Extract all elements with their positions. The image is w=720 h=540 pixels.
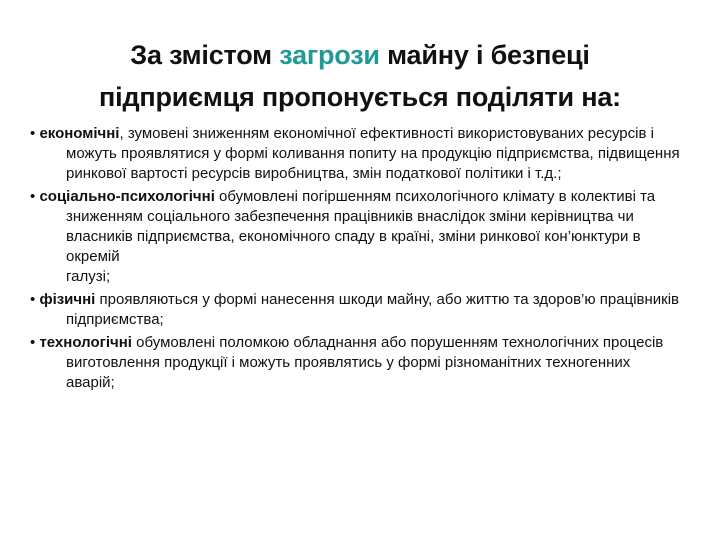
- list-item-economic: [30, 124, 680, 184]
- threat-list: [30, 124, 680, 396]
- title-part-1: За змістом: [130, 40, 280, 70]
- bullet: •: [30, 291, 36, 308]
- description-socio-psychological-tail: галузі;: [66, 268, 111, 285]
- title-part-2: майну і безпеці: [379, 40, 590, 70]
- description-economic: , зумовені зниженням економічної ефективності використовуваних ресурсів і можуть проявлятися у формі коливання попиту на продукцію підприємства, підвищення ринкової вартості ресурсів виробництва, змін податкової політики і т.д.;: [66, 125, 680, 182]
- bullet: •: [30, 125, 36, 142]
- title-accent-word: загрози: [279, 40, 380, 70]
- description-socio-psychological: обумовлені погіршенням психологічного клімату в колективі та зниженням соціального забезпечення працівників внаслідок зміни керівництва чи власників підприємства, економічного спаду в країні, зміни ринкової кон’юнктури в окремій: [66, 188, 656, 265]
- description-technological: обумовлені поломкою обладнання або порушенням технологічних процесів виготовлення продукції і можуть проявлятись у формі різноманітних техногенних аварій;: [66, 334, 664, 391]
- list-item-technological: [30, 333, 680, 393]
- term-socio-psychological: соціально-психологічні: [39, 188, 215, 205]
- slide-title: [30, 34, 690, 118]
- bullet: •: [30, 334, 36, 351]
- term-technological: технологічні: [39, 334, 132, 351]
- term-physical: фізичні: [39, 291, 96, 308]
- list-item-socio-psychological: [30, 187, 680, 287]
- list-item-physical: [30, 290, 680, 330]
- bullet: •: [30, 188, 36, 205]
- description-physical: проявляються у формі нанесення шкоди майну, або життю та здоров’ю працівників підприємства;: [66, 291, 680, 328]
- title-line-2: підприємця пропонується поділяти на:: [99, 82, 621, 112]
- term-economic: економічні: [39, 125, 120, 142]
